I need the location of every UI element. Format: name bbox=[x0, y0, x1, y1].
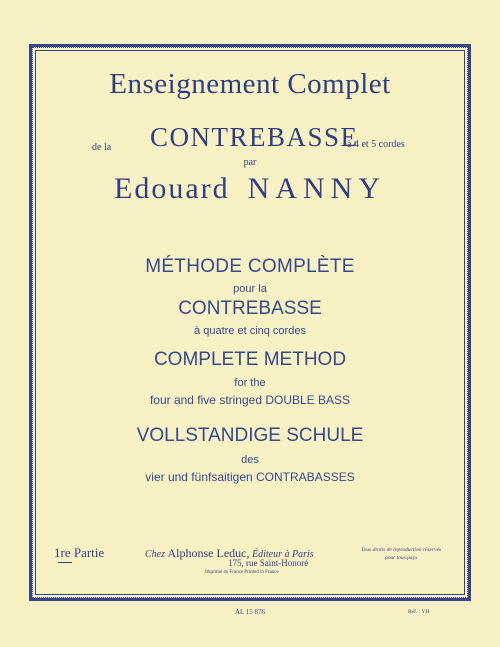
part-label: 1re Partie bbox=[54, 545, 105, 560]
strings-note: à 4 et 5 cordes bbox=[347, 139, 405, 150]
french-pour-la: pour la bbox=[233, 283, 267, 295]
author-first-name: Edouard bbox=[114, 172, 230, 205]
par-label: par bbox=[243, 157, 257, 168]
german-des: des bbox=[241, 454, 259, 466]
author-name bbox=[0, 172, 500, 206]
german-heading: VOLLSTANDIGE SCHULE bbox=[136, 425, 364, 446]
english-for-the: for the bbox=[234, 377, 266, 389]
english-heading: COMPLETE METHOD bbox=[153, 349, 347, 370]
french-instrument: CONTREBASSE bbox=[178, 298, 322, 319]
german-subtitle: vier und fünfsaitigen CONTRABASSES bbox=[145, 470, 355, 484]
english-subtitle: four and five stringed DOUBLE BASS bbox=[149, 393, 351, 407]
part-underline bbox=[58, 562, 72, 563]
publisher-suffix: Éditeur à Paris bbox=[251, 549, 314, 560]
instrument-title: CONTREBASSE bbox=[150, 122, 359, 152]
reference-code: Réf. : YH bbox=[408, 609, 430, 615]
french-strings: à quatre et cinq cordes bbox=[194, 325, 306, 337]
author-last-name: NANNY bbox=[247, 172, 386, 205]
main-title: Enseignement Complet bbox=[109, 68, 391, 100]
rights-notice bbox=[361, 546, 441, 562]
french-heading: MÉTHODE COMPLÈTE bbox=[145, 256, 355, 277]
publisher-prefix: Chez bbox=[145, 549, 165, 560]
publisher-name: Alphonse Leduc, bbox=[167, 546, 250, 560]
rights-line-2: pour tous pays bbox=[384, 555, 418, 561]
publisher-address: 175, rue Saint-Honoré bbox=[228, 558, 309, 568]
printed-in-france: Imprimé en France Printed in France bbox=[205, 570, 279, 575]
de-la-label: de la bbox=[92, 142, 112, 153]
plate-number: AL 15 876 bbox=[234, 608, 266, 616]
rights-line-1: Tous droits de reproduction réservés bbox=[361, 547, 442, 553]
